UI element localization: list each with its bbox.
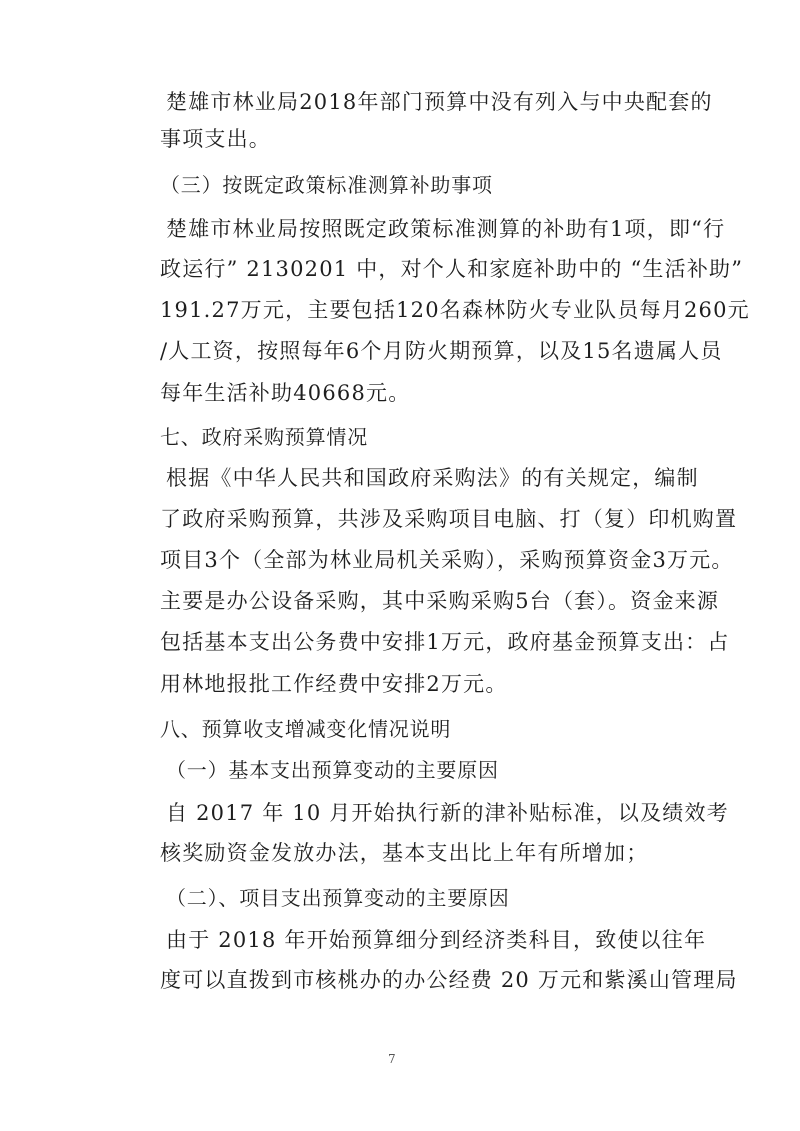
text-line: /人工资，按照每年6个月防火期预算，以及15名遗属人员 bbox=[160, 339, 723, 363]
text-line: 政运行” 2130201 中，对个人和家庭补助中的 “生活补助” bbox=[160, 257, 744, 281]
text-line: 了政府采购预算，共涉及采购项目电脑、打（复）印机购置 bbox=[160, 507, 738, 531]
page-number: 7 bbox=[388, 1052, 396, 1066]
text-line: 用林地报批工作经费中安排2万元。 bbox=[160, 672, 508, 696]
text-line: 事项支出。 bbox=[160, 127, 271, 151]
text-line: 主要是办公设备采购，其中采购采购5台（套）。资金来源 bbox=[160, 589, 720, 613]
text-line: 191.27万元，主要包括120名森林防火专业队员每月260元 bbox=[160, 298, 750, 322]
section-heading: （一）基本支出预算变动的主要原因 bbox=[166, 758, 499, 782]
section-heading: 七、政府采购预算情况 bbox=[160, 425, 368, 449]
section-heading: 八、预算收支增减变化情况说明 bbox=[160, 717, 452, 741]
text-line: 自 2017 年 10 月开始执行新的津补贴标准，以及绩效考 bbox=[166, 801, 729, 825]
text-line: 楚雄市林业局2018年部门预算中没有列入与中央配套的 bbox=[166, 90, 713, 114]
section-heading: （二）、项目支出预算变动的主要原因 bbox=[166, 886, 510, 910]
text-line: 核奖励资金发放办法，基本支出比上年有所增加； bbox=[160, 841, 649, 865]
section-heading: （三）按既定政策标准测算补助事项 bbox=[160, 173, 493, 197]
text-line: 项目3个（全部为林业局机关采购），采购预算资金3万元。 bbox=[160, 548, 734, 572]
text-line: 度可以直拨到市核桃办的办公经费 20 万元和紫溪山管理局 bbox=[160, 968, 738, 992]
text-line: 每年生活补助40668元。 bbox=[160, 381, 411, 405]
text-line: 包括基本支出公务费中安排1万元，政府基金预算支出：占 bbox=[160, 630, 730, 654]
text-line: 根据《中华人民共和国政府采购法》的有关规定，编制 bbox=[166, 466, 699, 490]
text-line: 楚雄市林业局按照既定政策标准测算的补助有1项，即“行 bbox=[166, 217, 726, 241]
text-line: 由于 2018 年开始预算细分到经济类科目，致使以往年 bbox=[166, 928, 707, 952]
